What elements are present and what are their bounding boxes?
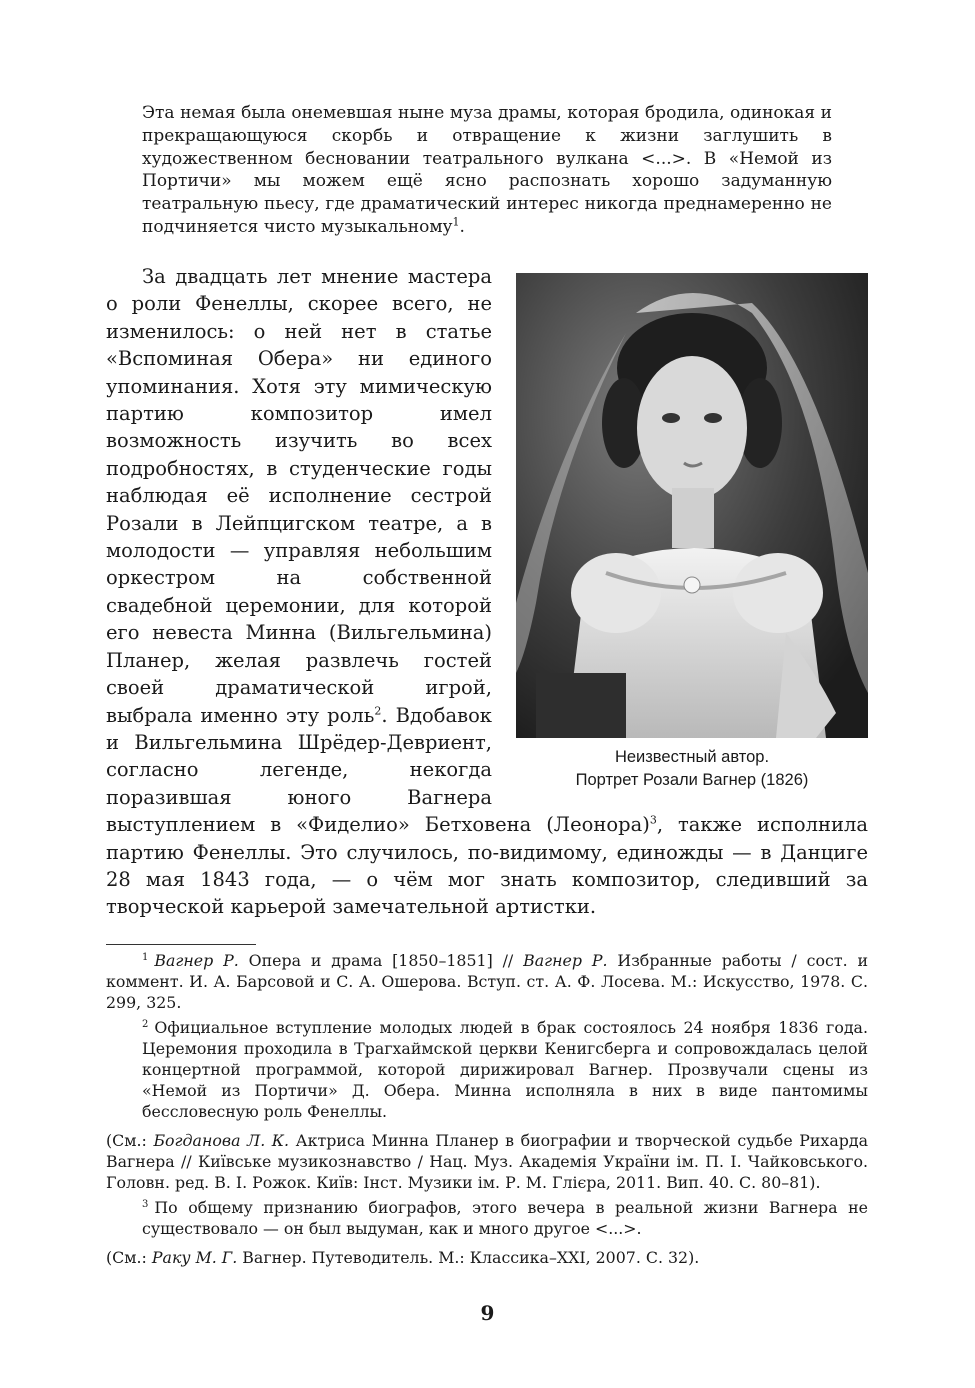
footnote-1 — [106, 950, 868, 1013]
footnote-1-author-2: Вагнер Р. — [523, 951, 608, 970]
footnote-2-number: 2 — [142, 1018, 149, 1030]
footnote-1-author: Вагнер Р. — [154, 951, 239, 970]
footnote-3-text: По общему признанию биографов, этого вечера в реальной жизни Вагнера не существовало — он был выдуман, как и много другое <...>. — [142, 1198, 868, 1238]
footnote-1-text-b: Избранные работы / сост. и коммент. И. А. Барсовой и С. А. Ошерова. Вступ. ст. А. Ф. Лосева. М.: Искусство, 1978. С. 299, 325. — [106, 951, 868, 1012]
footnote-2-text: Официальное вступление молодых людей в брак состоялось 24 ноября 1836 года. Церемония проходила в Трагхаймской церкви Кенигсберга и сопровождалась целой концертной программой, которой дирижировал Вагнер. Прозвучали сцены из «Немой из Портичи» Д. Обера. Минна исполняла в них в виде пантомимы бессловесную роль Фенеллы. — [142, 1018, 868, 1121]
footnote-3-source — [106, 1247, 868, 1268]
page-number: 9 — [480, 1301, 495, 1325]
footnote-3-source-prefix: (См.: — [106, 1248, 152, 1267]
footnote-ref-1[interactable]: 1 — [452, 215, 460, 229]
body-text-part-1: За двадцать лет мнение мастера о роли Фенеллы, скорее всего, не изменилось: о ней нет в статье «Вспоминая Обера» ни единого упоминания. Хотя эту мимическую партию композитор имел возможность изучить во всех подробностях, в студенческие годы наблюдая её исполнение сестрой Розали в Лейпцигском театре, а в молодости — управляя небольшим оркестром на собственной свадебной церемонии, для которой его невеста Минна (Вильгельмина) Планер, желая развлечь гостей своей драматической игрой, выбрала именно эту роль — [106, 265, 492, 727]
footnote-1-text-a: Опера и драма [1850–1851] // — [238, 951, 524, 970]
footnote-ref-3[interactable]: 3 — [649, 813, 657, 827]
body-text-part-3: , также исполнила партию Фенеллы. Это случилось, по-видимому, единожды — в Данциге 28 мая 1843 года, — о чём мог знать композитор, следивший за творческой карьерой замечательной артистки. — [106, 813, 868, 919]
footnote-2-source-prefix: (См.: — [106, 1131, 154, 1150]
footnote-1-number: 1 — [142, 951, 149, 963]
body-text-part-2: . Вдобавок и Вильгельмина Шрёдер-Девриент, согласно легенде, некогда поразившая юного Вагнера выступлением в «Фиделио» Бетховена (Леонора) — [106, 703, 650, 837]
footnote-2-source-text: Актриса Минна Планер в биографии и творческой судьбе Рихарда Вагнера // Київське музикознавство / Нац. Муз. Академія України ім. П. І. Чайковського. Головн. ред. В. І. Рожок. Київ: Інст. Музики ім. Р. М. Глієра, 2011. Вип. 40. С. 80–81). — [106, 1131, 868, 1192]
footnote-2 — [106, 1017, 868, 1122]
figure — [516, 273, 868, 792]
footnote-3-source-author: Раку М. Г. — [151, 1248, 238, 1267]
block-quote — [142, 102, 832, 239]
footnote-ref-2[interactable]: 2 — [374, 704, 382, 717]
caption-line-1: Неизвестный автор. — [614, 748, 770, 766]
portrait-image — [516, 273, 868, 738]
footnote-2-source — [106, 1130, 868, 1193]
footnote-3 — [106, 1197, 868, 1239]
quote-text: Эта немая была онемевшая ныне муза драмы, которая бродила, одинокая и прекращающуюся скорбь и отвращение к жизни заглушить в художественном бесновании театрального вулкана <...>. В «Немой из Портичи» мы можем ещё ясно распознать хорошо задуманную театральную пьесу, где драматический интерес никогда преднамеренно не подчиняется чисто музыкальному — [142, 103, 832, 237]
footnote-3-number: 3 — [142, 1198, 149, 1210]
footnotes — [106, 950, 868, 1272]
caption-line-2: Портрет Розали Вагнер (1826) — [575, 771, 809, 789]
quote-end: . — [459, 216, 465, 237]
footnote-3-source-text: Вагнер. Путеводитель. М.: Классика–XXI, 2007. С. 32). — [237, 1248, 700, 1267]
figure-caption — [516, 746, 868, 792]
main-paragraph — [106, 263, 868, 921]
footnote-2-source-author: Богданова Л. К. — [153, 1131, 290, 1150]
footnote-divider — [106, 944, 256, 945]
